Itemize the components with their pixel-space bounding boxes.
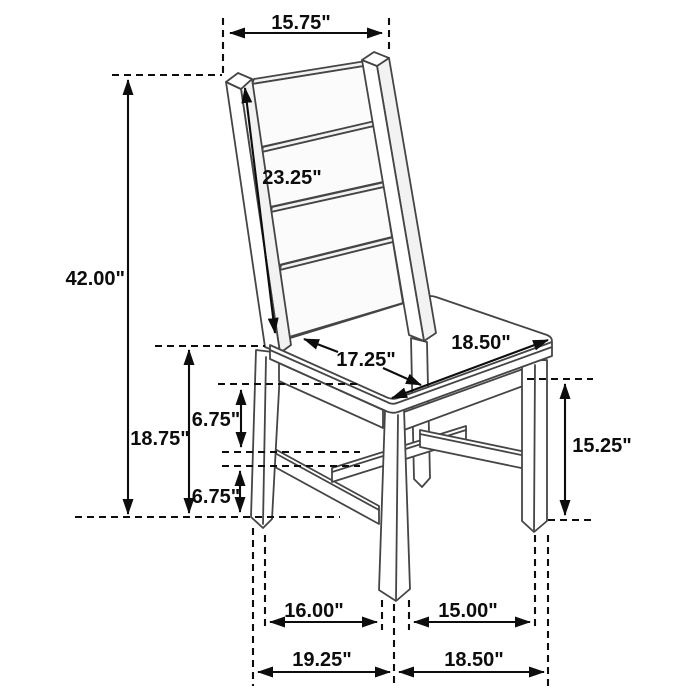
right-leg: [522, 360, 547, 532]
dim-inner-span-depth: [270, 600, 377, 622]
dim-inner-span-width: [414, 600, 530, 622]
dim-base-depth-label: 19.25": [292, 649, 352, 671]
dim-base-width-label: 18.50": [444, 649, 504, 671]
dim-seat-width-label: 18.50": [451, 332, 511, 354]
dim-inner-span-depth-label: 16.00": [284, 600, 344, 622]
dim-base-width: [399, 649, 544, 672]
back-left-leg: [251, 350, 281, 528]
dim-back-height-label: 23.25": [262, 167, 322, 189]
dim-inner-span-width-label: 15.00": [438, 600, 498, 622]
dim-back-width-label: 15.75": [271, 12, 331, 34]
front-leg: [379, 409, 410, 601]
dim-seat-height-label: 18.75": [130, 428, 190, 450]
right-stretcher: [420, 430, 526, 469]
dim-seat-depth-label: 17.25": [336, 349, 396, 371]
dim-total-height-label: 42.00": [65, 268, 125, 290]
dim-base-depth: [258, 649, 390, 672]
dim-leg-height-label: 15.25": [572, 435, 632, 457]
dim-stretcher-to-floor-label: 6.75": [191, 486, 241, 508]
dim-seat-to-stretcher-label: 6.75": [191, 409, 241, 431]
